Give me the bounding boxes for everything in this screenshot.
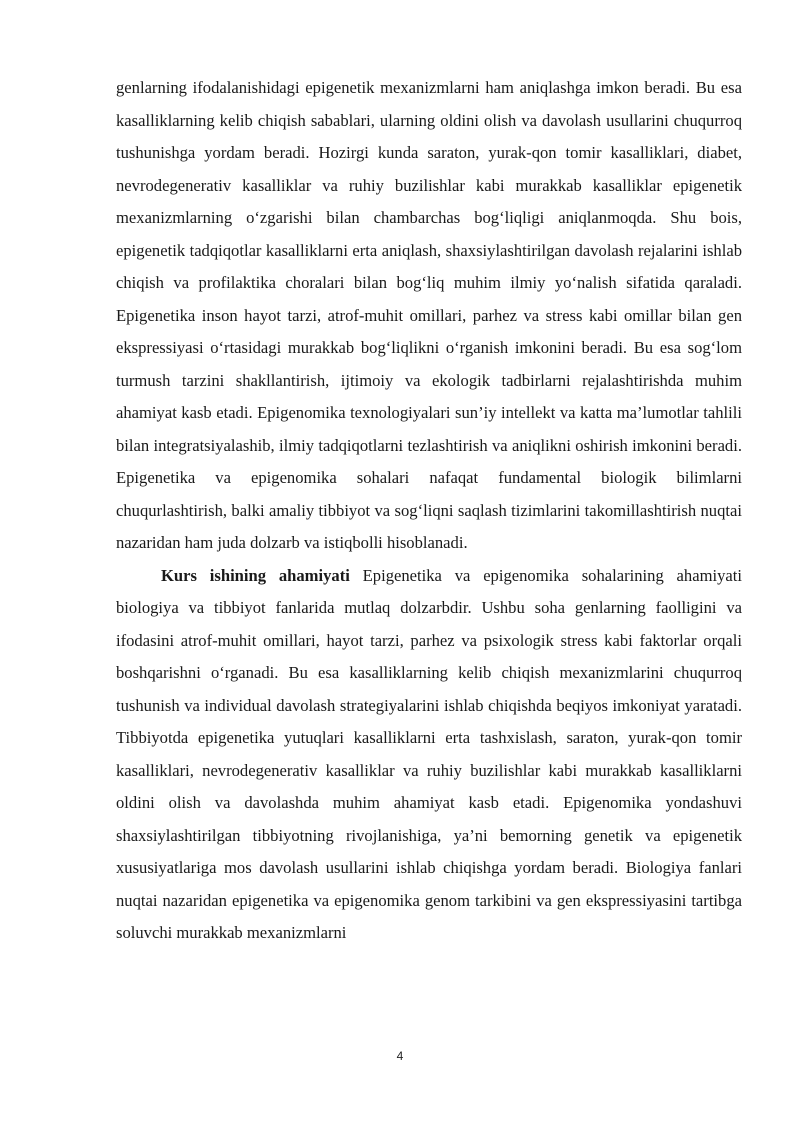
page-number: 4 (396, 1049, 404, 1063)
section-body-text: Epigenetika va epigenomika sohalarining ahamiyati biologiya va tibbiyot fanlarida mutlaq dolzarbdir. Ushbu soha genlarning faolligini va ifodasini atrof-muhit omillari, hayot tarzi, parhez va psixologik stress kabi faktorlar orqali boshqarishni o‘rganadi. Bu esa kasalliklarning kelib chiqish mexanizmlarini chuqurroq tushunish va individual davolash strategiyalarini ishlab chiqishda beqiyos imkoniyat yaratadi. Tibbiyotda epigenetika yutuqlari kasalliklarni erta tashxislash, saraton, yurak-qon tomir kasalliklari, nevrodegenerativ kasalliklar va ruhiy buzilishlar kabi murakkab kasalliklarni oldini olish va davolashda muhim ahamiyat kasb etadi. Epigenomika yondashuvi shaxsiylashtirilgan tibbiyotning rivojlanishiga, ya’ni bemorning genetik va epigenetik xususiyatlariga mos davolash usullarini ishlab chiqishga yordam beradi. Biologiya fanlari nuqtai nazaridan epigenetika va epigenomika genom tarkibini va gen ekspressiyasini tartibga soluvchi murakkab mexanizmlarni (116, 565, 742, 942)
section-paragraph (116, 560, 742, 950)
body-paragraph: genlarning ifodalanishidagi epigenetik mexanizmlarni ham aniqlashga imkon beradi. Bu esa kasalliklarning kelib chiqish sabablari, ularning oldini olish va davolash usullarini chuqurroq tushunishga yordam beradi. Hozirgi kunda saraton, yurak-qon tomir kasalliklari, diabet, nevrodegenerativ kasalliklar va ruhiy buzilishlar kabi murakkab kasalliklar epigenetik mexanizmlarning o‘zgarishi bilan chambarchas bog‘liqligi aniqlanmoqda. Shu bois, epigenetik tadqiqotlar kasalliklarni erta aniqlash, shaxsiylashtirilgan davolash rejalarini ishlab chiqish va profilaktika choralari bilan bog‘liq muhim ilmiy yo‘nalish sifatida qaraladi. Epigenetika inson hayot tarzi, atrof-muhit omillari, parhez va stress kabi omillar bilan gen ekspressiyasi o‘rtasidagi murakkab bog‘liqlikni o‘rganish imkonini beradi. Bu esa sog‘lom turmush tarzini shakllantirish, ijtimoiy va ekologik tadbirlarni rejalashtirishda muhim ahamiyat kasb etadi. Epigenomika texnologiyalari sun’iy intellekt va katta ma’lumotlar tahlili bilan integratsiyalashib, ilmiy tadqiqotlarni tezlashtirish va aniqlikni oshirish imkonini beradi. Epigenetika va epigenomika sohalari nafaqat fundamental biologik bilimlarni chuqurlashtirish, balki amaliy tibbiyot va sog‘liqni saqlash tizimlarini takomillashtirish nuqtai nazaridan ham juda dolzarb va istiqbolli hisoblanadi. (116, 78, 742, 552)
document-page (116, 72, 742, 950)
section-heading: Kurs ishining ahamiyati (161, 565, 350, 585)
